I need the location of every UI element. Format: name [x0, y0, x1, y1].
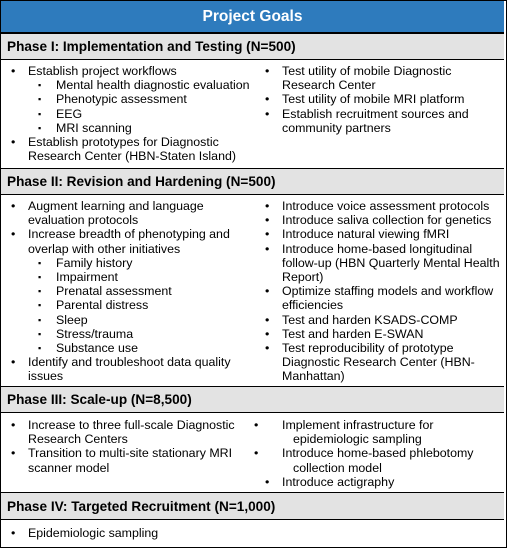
- list-item: • Test utility of mobile MRI platform: [262, 92, 502, 106]
- list-item: • Optimize staffing models and workflow efficiencies: [262, 284, 502, 312]
- list-item: • Transition to multi-site stationary MRI scanner model: [8, 446, 258, 474]
- list-item: • Establish project workflows: [8, 64, 258, 78]
- list-item: • Establish recruitment sources and community partners: [262, 107, 502, 135]
- list-item: • Introduce natural viewing fMRI: [262, 227, 502, 241]
- phase-2-right-list: [262, 199, 502, 384]
- list-item: ▪ Substance use: [8, 341, 258, 355]
- list-item: ▪ MRI scanning: [8, 121, 258, 135]
- phase-4-heading: Phase IV: Targeted Recruitment (N=1,000): [1, 492, 504, 520]
- list-item: ▪ Prenatal assessment: [8, 284, 258, 298]
- list-item: • Increase to three full-scale Diagnostic Research Centers: [8, 418, 258, 446]
- phase-3-left-list: [8, 418, 258, 475]
- list-item: • Augment learning and language evaluation protocols: [8, 199, 258, 227]
- phase-2-heading: Phase II: Revision and Hardening (N=500): [1, 168, 504, 195]
- list-item: • Establish prototypes for Diagnostic Research Center (HBN-Staten Island): [8, 135, 258, 163]
- phase-4-left-list: [8, 526, 258, 540]
- list-item: ▪ Stress/trauma: [8, 327, 258, 341]
- list-item: • Introduce actigraphy: [262, 475, 505, 489]
- list-item: • Test and harden KSADS-COMP: [262, 313, 502, 327]
- list-item: • Introduce saliva collection for genetics: [262, 213, 502, 227]
- list-item: ▪ Family history: [8, 256, 258, 270]
- list-item: • Increase breadth of phenotyping and overlap with other initiatives: [8, 227, 258, 255]
- list-item: ▪ Parental distress: [8, 298, 258, 312]
- list-item: • Introduce voice assessment protocols: [262, 199, 502, 213]
- list-item: ▪ Phenotypic assessment: [8, 92, 258, 106]
- phase-3-right-list: [262, 418, 505, 489]
- list-item: • Implement infrastructure for epidemiologic sampling: [262, 418, 505, 446]
- phase-1-heading: Phase I: Implementation and Testing (N=500): [1, 33, 504, 60]
- phase-2-left-list: [8, 199, 258, 384]
- list-item: • Identify and troubleshoot data quality issues: [8, 355, 258, 383]
- list-item: • Test and harden E-SWAN: [262, 327, 502, 341]
- phase-3-heading: Phase III: Scale-up (N=8,500): [1, 386, 504, 413]
- list-item: • Test reproducibility of prototype Diagnostic Research Center (HBN-Manhattan): [262, 341, 502, 384]
- table-title: Project Goals: [1, 1, 504, 33]
- list-item: • Introduce home-based longitudinal follow-up (HBN Quarterly Mental Health Report): [262, 242, 502, 285]
- list-item: • Test utility of mobile Diagnostic Research Center: [262, 64, 502, 92]
- list-item: ▪ EEG: [8, 107, 258, 121]
- list-item: • Introduce home-based phlebotomy collection model: [262, 446, 505, 474]
- list-item: ▪ Sleep: [8, 313, 258, 327]
- list-item: ▪ Impairment: [8, 270, 258, 284]
- list-item: • Epidemiologic sampling: [8, 526, 258, 540]
- phase-1-right-list: [262, 64, 502, 135]
- phase-1-left-list: [8, 64, 258, 163]
- list-item: ▪ Mental health diagnostic evaluation: [8, 78, 258, 92]
